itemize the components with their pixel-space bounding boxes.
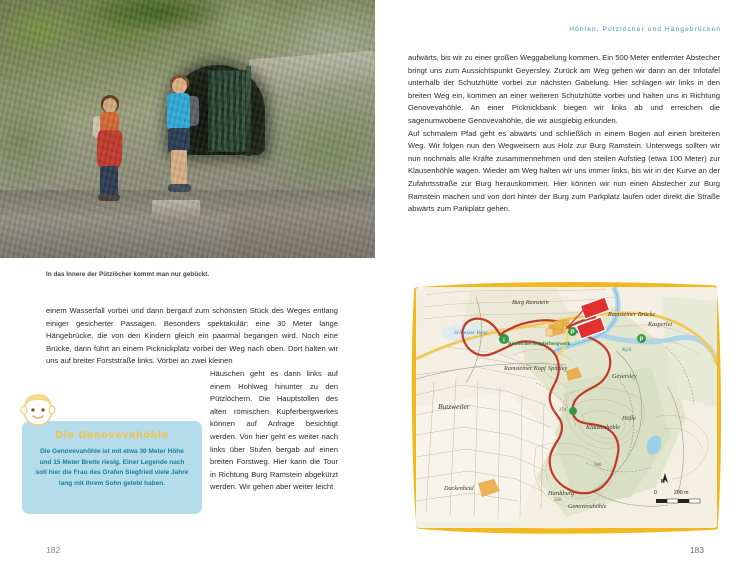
page-number-left: 182 [46, 545, 61, 555]
svg-text:P: P [639, 337, 644, 343]
map-label: Kasperlei [648, 321, 673, 328]
map-canvas [416, 287, 717, 528]
north-arrow-label: N [661, 479, 665, 485]
svg-text:i: i [503, 338, 505, 344]
map-label: Burg Ramstein [512, 299, 549, 306]
map-label: Genovevahöhle [568, 503, 607, 510]
running-head: Höhlen, Pützlöcher und Hängebrücken [569, 26, 721, 33]
photo-caption: In das Innere der Pützlöcher kommt man nur gebückt. [46, 271, 210, 278]
map-label: Ramsteiner Kopf [504, 365, 546, 372]
left-body-text: einem Wasserfall vorbei und dann bergauf zum schönsten Stück des Weges entlang einiger gesicherter Passagen. Besonders spektakulär: eine 30 Meter lange Hängebrücke, die von den Kindern gleich ein paarmal begangen wird. Noch eine Brücke, dann führt an einem Picknickplatz vorbei der Weg nach oben. Dort halten wir uns auf breiter Forststraße links. Vorbei an zwei kleinen [46, 306, 338, 366]
map-label: Höfle [622, 415, 636, 422]
cave-entrance-photo [0, 0, 375, 258]
map-label: Geyersley [612, 373, 637, 380]
map-label: Römisches Kupferbergwerk [508, 341, 571, 347]
map-label: Spitzley [548, 365, 568, 372]
scale-distance-label: 200 m [674, 490, 689, 496]
left-body-column-text: Häuschen geht es dann links auf einem Hohlweg hinunter zu den Pützlöchern. Die Hauptstollen des alten römischen Kupferbergwerkes können auf Anfrage besichtigt werden. Von hier geht es weiter nach links über Stufen bergab auf einen breiten Forstweg. Hier kann die Tour in Richtung Burg Ramstein abgekürzt werden. Wir gehen aber weiter leicht [210, 369, 338, 492]
right-paragraph-1: aufwärts, bis wir zu einer großen Weggabelung kommen. Ein 500 Meter entfernter Abstecher bringt uns zum Aussichtspunkt Geyersley. Zurück am Weg gehen wir dann an der Infotafel unterhalb der Schutzhütte vorbei zur nächsten Gabelung. Hier schlagen wir links in den breiten Weg ein, kommen an einer weiteren Schutzhütte vorbei und halten uns in Richtung Genovevahöhle. An einer Picknickbank biegen wir links ab und erreichen die sagenumwobene Genovevahöhle, die wir ausgiebig erkunden. [408, 53, 720, 125]
page-number-right: 183 [689, 545, 704, 555]
map-label: Klausenhöhle [586, 424, 621, 431]
svg-text:P: P [570, 330, 575, 336]
photo-texture [0, 0, 375, 258]
map-label: Hardtburg [548, 490, 575, 497]
map-label: 356 [554, 498, 562, 503]
map-label: Kyll [622, 347, 632, 353]
right-paragraph-2: Auf schmalem Pfad geht es abwärts und schließlich in einem Bogen auf einen breiteren Weg. Wir folgen nun den Wegweisern aus Holz zur Burg Ramstein. Unterwegs sollten wir nun nochmals alle Kräfte zusammennehmen und den steilen Aufstieg (etwa 100 Meter) zur Klausenhöhle wagen. Wieder am Weg halten wir uns immer links, bis wir in der Kurve an der Zufahrtsstraße zur Burg herauskommen. Hier können wir nun einen Abstecher zur Burg Ramstein machen und von dort hinter der Burg zum Parkplatz laufen oder direkt die Straße abwärts zum Parkplatz gehen. [408, 128, 720, 214]
right-body-text [408, 52, 720, 216]
map-label: Butzweiler [438, 402, 470, 411]
map-graphics [416, 287, 717, 528]
info-box-text: Die Genovevahöhle ist mit etwa 30 Meter Höhe und 15 Meter Breite riesig. Einer Legende nach soll hier die Frau des Grafen Siegfried viele Jahre lang mit ihrem Sohn gelebt haben. [35, 448, 189, 487]
scale-zero-label: 0 [654, 490, 657, 496]
map-label: 306 [594, 463, 602, 468]
hiking-route-map [408, 279, 725, 536]
map-label: 274 [559, 408, 567, 413]
map-label: Ramsteiner Brücke [608, 311, 656, 318]
map-label: Dackenheid [444, 485, 474, 492]
info-box-genovevahoehle [22, 421, 202, 514]
map-label: Schiesser Berg [454, 330, 488, 336]
child-face-icon [16, 388, 60, 432]
info-box-title: Die Genovevahöhle [55, 430, 169, 441]
right-page [375, 0, 750, 578]
